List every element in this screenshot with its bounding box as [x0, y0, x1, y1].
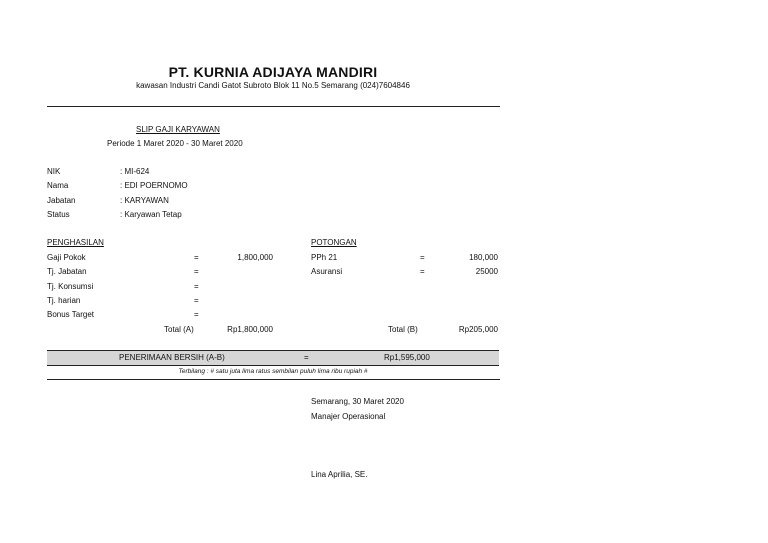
deduction-total-label: Total (B)	[388, 325, 418, 334]
income-value-gaji-pokok: 1,800,000	[237, 253, 273, 262]
employee-label-nik: NIK	[47, 167, 61, 176]
slip-period: Periode 1 Maret 2020 - 30 Maret 2020	[107, 139, 243, 148]
deduction-eq: =	[420, 253, 425, 262]
slip-title: SLIP GAJI KARYAWAN	[136, 125, 220, 134]
net-pay-divider	[47, 379, 500, 380]
employee-value-nik: : MI-624	[120, 167, 150, 176]
income-label-tj-jabatan: Tj. Jabatan	[47, 267, 87, 276]
income-eq: =	[194, 310, 199, 319]
company-name: PT. KURNIA ADIJAYA MANDIRI	[168, 64, 378, 80]
header-divider	[47, 106, 500, 107]
income-header: PENGHASILAN	[47, 238, 104, 247]
signature-role: Manajer Operasional	[311, 412, 386, 421]
signature-place-date: Semarang, 30 Maret 2020	[311, 397, 404, 406]
income-eq: =	[194, 282, 199, 291]
signature-name: Lina Aprilia, SE.	[311, 470, 368, 479]
income-total-value: Rp1,800,000	[227, 325, 273, 334]
deduction-header: POTONGAN	[311, 238, 357, 247]
income-label-gaji-pokok: Gaji Pokok	[47, 253, 86, 262]
deduction-value-pph21: 180,000	[469, 253, 498, 262]
deduction-label-pph21: PPh 21	[311, 253, 338, 262]
income-total-label: Total (A)	[164, 325, 194, 334]
deduction-total-value: Rp205,000	[458, 325, 498, 334]
deduction-label-asuransi: Asuransi	[311, 267, 343, 276]
net-pay-label: PENERIMAAN BERSIH (A-B)	[119, 353, 225, 362]
income-eq: =	[194, 253, 199, 262]
company-address: kawasan Industri Candi Gatot Subroto Blok 11 No.5 Semarang (024)7604846	[136, 81, 410, 90]
employee-label-status: Status	[47, 210, 70, 219]
employee-label-nama: Nama	[47, 181, 69, 190]
income-label-bonus-target: Bonus Target	[47, 310, 94, 319]
deduction-eq: =	[420, 267, 425, 276]
income-label-tj-harian: Tj. harian	[47, 296, 81, 305]
net-pay-eq: =	[304, 353, 309, 362]
net-pay-value: Rp1,595,000	[384, 353, 430, 362]
employee-label-jabatan: Jabatan	[47, 196, 76, 205]
deduction-value-asuransi: 25000	[475, 267, 498, 276]
employee-value-nama: : EDI POERNOMO	[120, 181, 188, 190]
income-eq: =	[194, 296, 199, 305]
employee-value-jabatan: : KARYAWAN	[120, 196, 169, 205]
net-pay-band	[47, 350, 499, 366]
income-label-tj-konsumsi: Tj. Konsumsi	[47, 282, 94, 291]
net-pay-spelled: Terbilang : # satu juta lima ratus sembilan puluh lima ribu rupiah #	[178, 368, 368, 375]
employee-value-status: : Karyawan Tetap	[120, 210, 182, 219]
income-eq: =	[194, 267, 199, 276]
